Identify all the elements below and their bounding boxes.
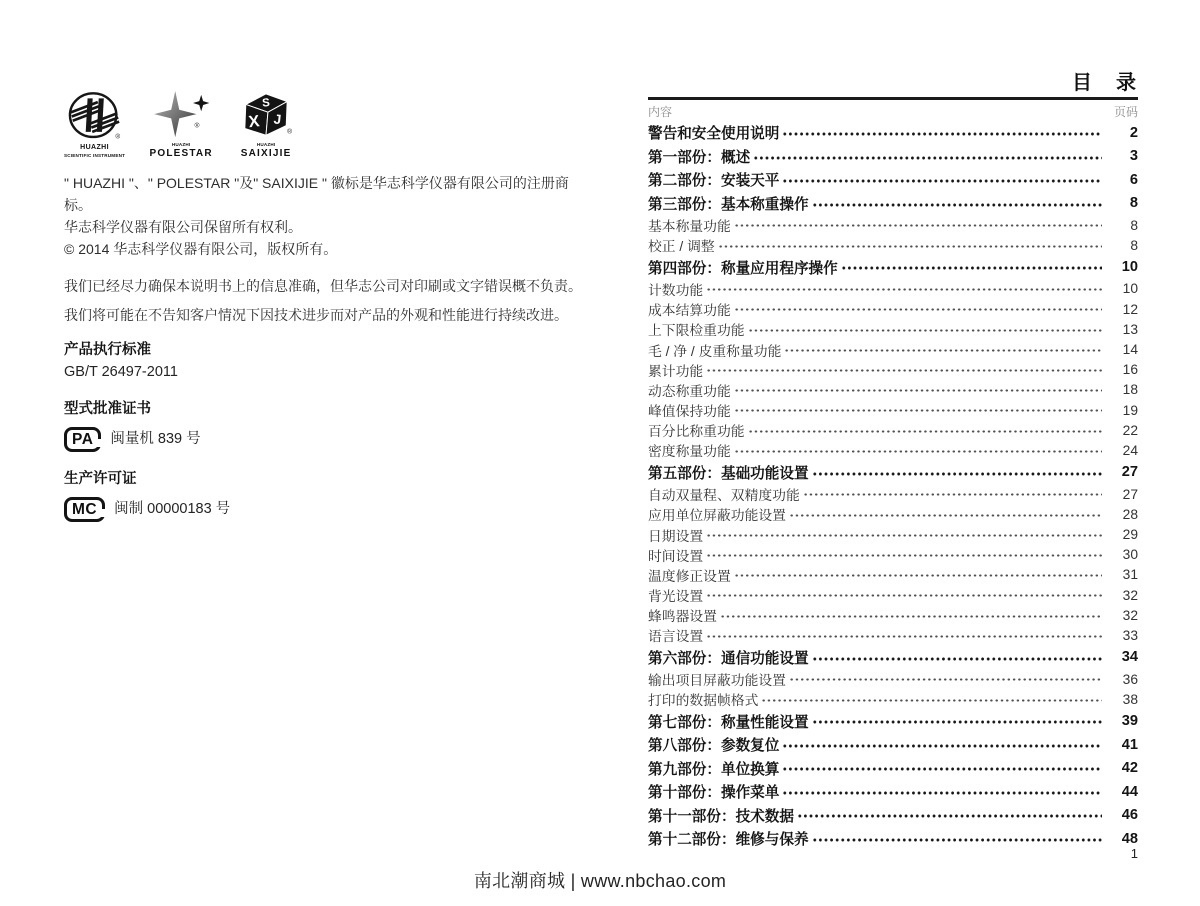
dot-leader	[748, 319, 1102, 339]
toc-entry-page: 46	[1121, 807, 1138, 824]
toc-entry	[648, 545, 1138, 565]
production-license	[64, 468, 596, 523]
dot-leader	[706, 279, 1102, 299]
toc-entry-page: 13	[1122, 321, 1138, 337]
polestar-logo-icon	[149, 91, 213, 141]
dot-leader	[706, 545, 1102, 565]
dot-leader	[706, 360, 1102, 380]
toc-entry-page: 48	[1121, 830, 1138, 847]
toc-entry-page: 16	[1122, 362, 1138, 378]
toc-entry	[648, 360, 1138, 380]
toc-entry	[648, 827, 1138, 851]
toc-entry-page: 18	[1122, 382, 1138, 398]
saixijie-logo-subcaption: HUAZHI	[256, 142, 276, 147]
dot-leader	[734, 565, 1102, 585]
toc-entry-label: 输出项目屏蔽功能设置	[648, 673, 786, 689]
dot-leader	[706, 524, 1102, 544]
huazhi-logo-icon	[66, 91, 124, 143]
toc-entry-label: 第二部份：安装天平	[648, 173, 780, 190]
toc-entry-page: 27	[1121, 464, 1138, 481]
toc-entry	[648, 299, 1138, 319]
dot-leader	[706, 625, 1102, 645]
registered-mark: ®	[287, 128, 293, 136]
toc-entry-page: 2	[1129, 124, 1138, 141]
huazhi-logo-subcaption: SCIENTIFIC INSTRUMENT	[64, 152, 126, 158]
toc-entry-label: 毛 / 净 / 皮重称量功能	[648, 343, 782, 359]
toc-entry-label: 上下限检重功能	[648, 323, 745, 339]
toc-entry	[648, 756, 1138, 780]
license-title: 生产许可证	[64, 471, 137, 487]
toc-entry-page: 34	[1121, 649, 1138, 666]
toc-column-labels	[648, 105, 1138, 119]
toc-entry	[648, 565, 1138, 585]
huazhi-logo-caption: HUAZHI	[80, 144, 109, 151]
dot-leader	[706, 585, 1102, 605]
toc-entry-label: 时间设置	[648, 548, 704, 564]
toc-entry-page: 8	[1130, 237, 1138, 253]
toc-entry-page: 44	[1121, 783, 1138, 800]
toc-entry	[648, 484, 1138, 504]
rights-reserved-line: 华志科学仪器有限公司保留所有权利。	[64, 219, 302, 235]
toc-entry	[648, 420, 1138, 440]
product-standard	[64, 339, 596, 383]
toc-entry-label: 自动双量程、双精度功能	[648, 488, 800, 504]
toc-entry	[648, 625, 1138, 645]
toc-entry-page: 24	[1122, 442, 1138, 458]
toc-entry	[648, 255, 1138, 279]
dot-leader	[797, 803, 1102, 827]
toc-entry	[648, 121, 1138, 145]
huazhi-logo	[64, 91, 125, 158]
toc-entry-page: 30	[1122, 547, 1138, 563]
dot-leader	[782, 756, 1102, 780]
toc-title-rule	[648, 97, 1138, 100]
polestar-logo	[149, 91, 213, 159]
trademark-line: " HUAZHI "、" POLESTAR "及" SAIXIJIE " 徽标是华志科学仪器有限公司的注册商标。	[64, 175, 569, 213]
polestar-logo-subcaption: HUAZHI	[171, 142, 191, 147]
dot-leader	[761, 689, 1102, 709]
toc-entry	[648, 524, 1138, 544]
toc-entry-page: 27	[1122, 486, 1138, 502]
dot-leader	[734, 440, 1102, 460]
saixijie-logo-caption: SAIXIJIE	[240, 148, 292, 160]
toc-entry-label: 第十部份：操作菜单	[648, 785, 780, 802]
toc-entry-label: 温度修正设置	[648, 568, 731, 584]
toc-entry	[648, 235, 1138, 255]
toc-entry	[648, 168, 1138, 192]
toc-entry-label: 语言设置	[648, 629, 704, 645]
toc-entry-page: 42	[1121, 760, 1138, 777]
toc-entry-label: 峰值保持功能	[648, 404, 731, 420]
dot-leader	[782, 780, 1102, 804]
toc-entry-label: 累计功能	[648, 363, 704, 379]
toc-entry-label: 校正 / 调整	[648, 239, 715, 255]
cube-letter-s: S	[261, 97, 271, 110]
disclaimer-line: 我们已经尽力确保本说明书上的信息准确，但华志公司对印刷或文字错误概不负责。	[64, 278, 582, 294]
dot-leader	[812, 192, 1102, 216]
page-number: 1	[1130, 846, 1138, 861]
trademark-statement	[64, 172, 596, 260]
table-of-contents	[648, 72, 1138, 850]
cube-letter-j: J	[273, 111, 283, 128]
dot-leader	[782, 121, 1102, 145]
toc-title: 目 录	[1072, 72, 1138, 94]
dot-leader	[812, 646, 1102, 670]
dot-leader	[789, 669, 1102, 689]
toc-entry-label: 基本称量功能	[648, 219, 731, 235]
toc-entry-page: 36	[1122, 671, 1138, 687]
toc-entry-page: 8	[1130, 217, 1138, 233]
toc-entry	[648, 380, 1138, 400]
dot-leader	[803, 484, 1102, 504]
toc-entry-label: 背光设置	[648, 589, 704, 605]
approval-number: 闽量机 839 号	[110, 431, 201, 447]
toc-entry	[648, 733, 1138, 757]
toc-entry	[648, 440, 1138, 460]
pa-mark-icon: PA	[64, 427, 101, 452]
license-number: 闽制 00000183 号	[114, 501, 231, 517]
toc-content-label: 内容	[648, 105, 673, 119]
dot-leader	[718, 235, 1102, 255]
toc-entry-label: 动态称重功能	[648, 383, 731, 399]
dot-leader	[782, 168, 1102, 192]
toc-entry-page: 28	[1122, 506, 1138, 522]
registered-mark: ®	[194, 122, 200, 130]
toc-entry-label: 密度称量功能	[648, 444, 731, 460]
registered-mark: ®	[114, 133, 120, 141]
dot-leader	[734, 299, 1102, 319]
toc-entry-page: 8	[1129, 195, 1138, 212]
toc-entry-page: 29	[1122, 527, 1138, 543]
toc-entry-label: 警告和安全使用说明	[648, 126, 780, 143]
toc-entry-page: 32	[1122, 587, 1138, 603]
toc-entry-page: 41	[1121, 736, 1138, 753]
toc-entry	[648, 461, 1138, 485]
dot-leader	[720, 605, 1102, 625]
toc-entry-page: 31	[1122, 567, 1138, 583]
toc-entry-label: 第九部份：单位换算	[648, 761, 780, 778]
toc-entry-label: 第三部份：基本称重操作	[648, 196, 809, 213]
watermark-footer: 南北潮商城 | www.nbchao.com	[473, 871, 727, 891]
dot-leader	[841, 255, 1102, 279]
toc-entry-label: 第十一部份：技术数据	[648, 808, 794, 825]
dot-leader	[784, 339, 1102, 359]
toc-entry-page: 32	[1122, 607, 1138, 623]
brand-logos	[64, 91, 596, 159]
toc-entry-label: 日期设置	[648, 528, 704, 544]
type-approval	[64, 398, 596, 453]
dot-leader	[753, 145, 1102, 169]
toc-entry	[648, 605, 1138, 625]
toc-entry-label: 第十二部份：维修与保养	[648, 832, 809, 849]
toc-entry	[648, 145, 1138, 169]
dot-leader	[734, 380, 1102, 400]
toc-entry-label: 第一部份：概述	[648, 149, 751, 166]
toc-entry-label: 第八部份：参数复位	[648, 738, 780, 755]
disclaimer	[64, 272, 596, 330]
toc-entry-label: 蜂鸣器设置	[648, 609, 717, 625]
toc-entry	[648, 504, 1138, 524]
cube-letter-x: X	[247, 112, 261, 132]
toc-entry	[648, 400, 1138, 420]
toc-entry	[648, 709, 1138, 733]
dot-leader	[812, 827, 1102, 851]
toc-entry-page: 12	[1122, 301, 1138, 317]
dot-leader	[748, 420, 1102, 440]
standard-title: 产品执行标准	[64, 342, 151, 358]
toc-entry	[648, 339, 1138, 359]
toc-entry-label: 计数功能	[648, 282, 704, 298]
toc-entry-page: 6	[1129, 171, 1138, 188]
dot-leader	[812, 461, 1102, 485]
toc-entry	[648, 780, 1138, 804]
copyright-line: © 2014 华志科学仪器有限公司，版权所有。	[64, 241, 338, 257]
toc-entry	[648, 669, 1138, 689]
toc-entry-label: 第四部份：称量应用程序操作	[648, 260, 838, 277]
toc-entry-page: 10	[1121, 259, 1138, 276]
toc-entry-page: 10	[1122, 281, 1138, 297]
toc-entry	[648, 585, 1138, 605]
saixijie-logo	[237, 91, 295, 159]
toc-entry-label: 第六部份：通信功能设置	[648, 650, 809, 667]
toc-entry-page: 38	[1122, 691, 1138, 707]
toc-entry	[648, 319, 1138, 339]
dot-leader	[734, 400, 1102, 420]
toc-entry	[648, 646, 1138, 670]
dot-leader	[734, 215, 1102, 235]
toc-list	[648, 121, 1138, 850]
dot-leader	[782, 733, 1102, 757]
saixijie-logo-icon	[237, 91, 295, 141]
approval-title: 型式批准证书	[64, 401, 151, 417]
toc-entry	[648, 803, 1138, 827]
mc-mark-icon: MC	[64, 497, 105, 522]
toc-entry-page: 39	[1121, 713, 1138, 730]
toc-entry-page: 19	[1122, 402, 1138, 418]
toc-entry	[648, 279, 1138, 299]
toc-entry-page: 33	[1122, 627, 1138, 643]
toc-entry-label: 成本结算功能	[648, 303, 731, 319]
toc-entry	[648, 192, 1138, 216]
left-column	[64, 91, 596, 523]
toc-entry	[648, 689, 1138, 709]
toc-entry-label: 第五部份：基础功能设置	[648, 465, 809, 482]
toc-entry-label: 百分比称重功能	[648, 424, 745, 440]
disclaimer-line: 我们将可能在不告知客户情况下因技术进步而对产品的外观和性能进行持续改进。	[64, 307, 568, 323]
toc-entry-label: 应用单位屏蔽功能设置	[648, 508, 786, 524]
toc-entry-page: 3	[1129, 148, 1138, 165]
toc-entry-label: 第七部份：称量性能设置	[648, 714, 809, 731]
dot-leader	[812, 709, 1102, 733]
toc-page-label: 页码	[1113, 105, 1138, 119]
toc-entry-page: 22	[1122, 422, 1138, 438]
standard-value: GB/T 26497-2011	[64, 364, 178, 380]
dot-leader	[789, 504, 1102, 524]
toc-entry-label: 打印的数据帧格式	[648, 693, 759, 709]
toc-entry-page: 14	[1122, 342, 1138, 358]
toc-entry	[648, 215, 1138, 235]
polestar-logo-caption: POLESTAR	[149, 148, 213, 160]
